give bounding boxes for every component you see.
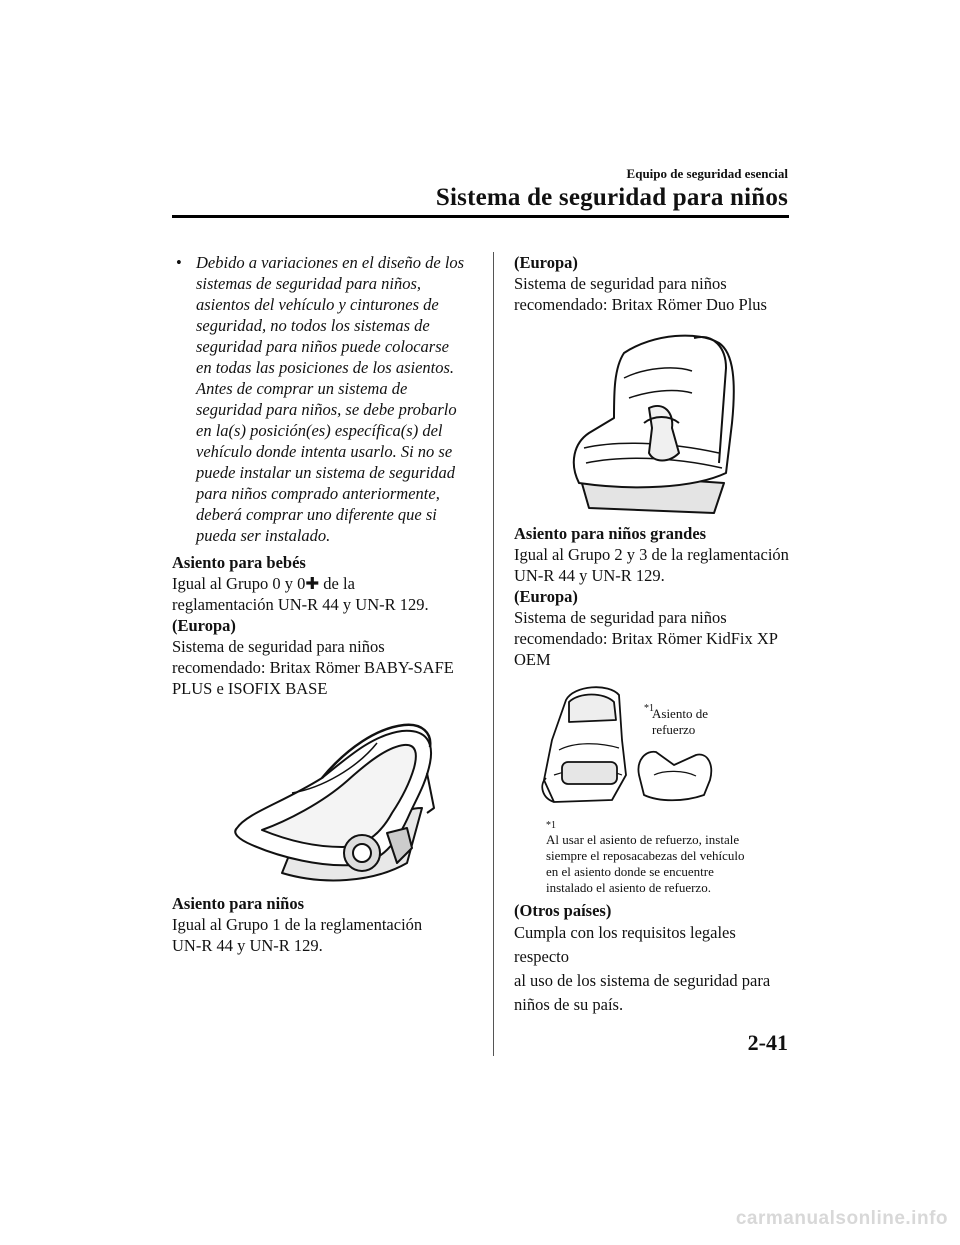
child-seat-heading: Asiento para niños [172,894,305,913]
junior-region: (Europa) [514,587,578,606]
figure-star-marker: *1 [644,703,654,714]
infant-seat-heading: Asiento para bebés [172,553,306,572]
page-number: 2-41 [747,1030,788,1055]
page-title: Sistema de seguridad para niños [435,184,788,211]
other-countries-body: Cumpla con los requisitos legales respecto al uso de los sistema de seguridad para niños de su país. [514,923,771,1014]
left-column [172,252,472,956]
caution-note [172,252,472,546]
child-seat-figure [514,323,790,523]
footnote-star-marker: *1 [546,820,556,831]
header-rule [172,215,789,218]
junior-seat-heading: Asiento para niños grandes [514,524,707,543]
infant-recommend: Sistema de seguridad para niños recomendado: Britax Römer BABY-SAFE PLUS e ISOFIX BASE [172,637,454,698]
column-divider [493,252,494,1056]
child-seat-illustration [514,323,790,523]
junior-seat-body: Igual al Grupo 2 y 3 de la reglamentación UN-R 44 y UN-R 129. [514,545,789,585]
child-recommend: Sistema de seguridad para niños recomendado: Britax Römer Duo Plus [514,274,767,314]
child-region: (Europa) [514,253,578,272]
infant-seat-figure [172,713,472,893]
note-text: Debido a variaciones en el diseño de los sistemas de seguridad para niños, asientos del vehículo y cinturones de seguridad, no todos los sistemas de seguridad para niños puede colocarse en todas las posiciones de los asientos. Antes de comprar un sistema de seguridad para niños, se debe probarlo en la(s) posición(es) específica(s) del vehículo donde intenta usarlo. Si no se puede instalar un sistema de seguridad para niños comprado anteriormente, deberá comprar uno diferente que si pueda ser instalado. [196,253,465,545]
infant-carrier-illustration [172,713,472,893]
booster-figure [514,680,790,820]
infant-region: (Europa) [172,616,236,635]
right-column [514,252,790,1017]
infant-seat-body: Igual al Grupo 0 y 0✚ de la reglamentación UN-R 44 y UN-R 129. [172,574,429,614]
section-label: Equipo de seguridad esencial [626,166,788,181]
child-seat-body: Igual al Grupo 1 de la reglamentación UN-R 44 y UN-R 129. [172,915,423,955]
other-countries-heading: (Otros países) [514,901,612,920]
booster-footnote: Al usar el asiento de refuerzo, instale siempre el reposacabezas del vehículo en el asiento donde se encuentre instalado el asiento de refuerzo. [546,832,745,895]
watermark: carmanualsonline.info [735,1208,948,1229]
bullet-marker: • [176,253,182,272]
booster-label: Asiento de refuerzo [652,706,708,737]
junior-recommend: Sistema de seguridad para niños recomendado: Britax Römer KidFix XP OEM [514,608,778,669]
